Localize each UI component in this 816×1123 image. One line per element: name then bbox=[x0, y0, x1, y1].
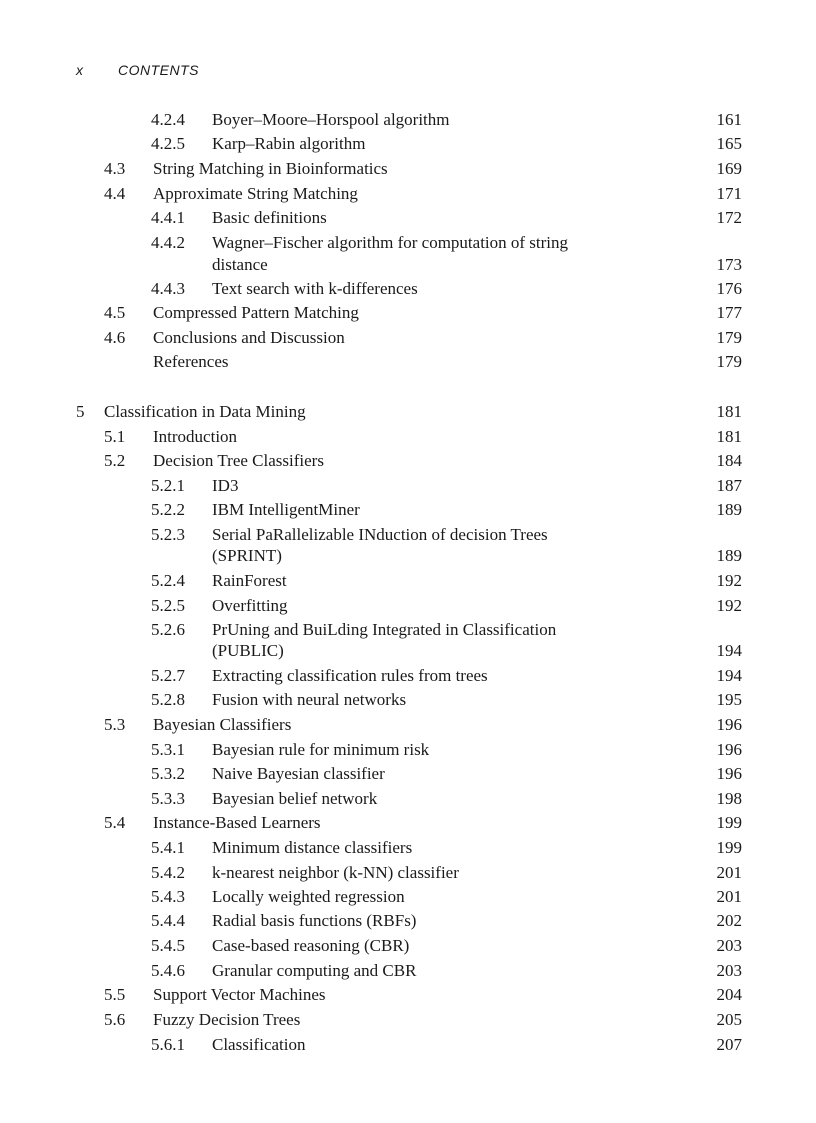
entry-number: 5.6.1 bbox=[151, 1035, 185, 1054]
entry-title: Bayesian rule for minimum risk bbox=[212, 740, 430, 759]
toc-entry[interactable] bbox=[0, 159, 816, 179]
entry-page: 201 bbox=[716, 887, 742, 906]
entry-page: 204 bbox=[716, 985, 742, 1004]
entry-page: 184 bbox=[716, 451, 742, 470]
entry-page: 205 bbox=[716, 1010, 742, 1029]
entry-page: 187 bbox=[716, 476, 742, 495]
entry-title: Minimum distance classifiers bbox=[212, 838, 413, 857]
entry-number: 4.2.5 bbox=[151, 134, 185, 153]
entry-number: 4.5 bbox=[104, 303, 126, 322]
entry-page: 176 bbox=[716, 279, 742, 298]
entry-title: ID3 bbox=[212, 476, 239, 495]
running-header bbox=[76, 62, 199, 78]
entry-page: 194 bbox=[716, 666, 742, 685]
entry-page: 201 bbox=[716, 863, 742, 882]
toc-entry[interactable] bbox=[0, 427, 816, 447]
entry-number: 5.3.2 bbox=[151, 764, 185, 783]
entry-page: 207 bbox=[716, 1035, 742, 1054]
entry-page: 181 bbox=[716, 427, 742, 446]
entry-number: 5.4.1 bbox=[151, 838, 185, 857]
toc-entry[interactable] bbox=[0, 715, 816, 735]
entry-page: 177 bbox=[716, 303, 742, 322]
toc-entry[interactable] bbox=[0, 740, 816, 760]
entry-title: Bayesian Classifiers bbox=[153, 715, 292, 734]
entry-title: Support Vector Machines bbox=[153, 985, 326, 1004]
entry-number: 5.2.6 bbox=[151, 620, 185, 639]
running-title: CONTENTS bbox=[118, 62, 199, 78]
entry-number: 5.3.1 bbox=[151, 740, 185, 759]
entry-page: 173 bbox=[716, 255, 742, 274]
toc-entry[interactable] bbox=[0, 690, 816, 710]
entry-number: 5.4.6 bbox=[151, 961, 185, 980]
page-number: x bbox=[76, 62, 84, 78]
entry-title: Overfitting bbox=[212, 596, 288, 615]
entry-number: 5.6 bbox=[104, 1010, 126, 1029]
entry-page: 199 bbox=[716, 813, 742, 832]
toc-entry[interactable] bbox=[0, 838, 816, 858]
entry-number: 5.5 bbox=[104, 985, 126, 1004]
entry-title: Extracting classification rules from trees bbox=[212, 666, 488, 685]
entry-page: 189 bbox=[716, 546, 742, 565]
entry-page: 203 bbox=[716, 961, 742, 980]
entry-number: 5.4.2 bbox=[151, 863, 185, 882]
entry-title: (SPRINT) bbox=[212, 546, 282, 565]
entry-number: 4.3 bbox=[104, 159, 126, 178]
toc-entry[interactable] bbox=[0, 279, 816, 299]
entry-page: 198 bbox=[716, 789, 742, 808]
entry-page: 165 bbox=[716, 134, 742, 153]
entry-page: 202 bbox=[716, 911, 742, 930]
entry-title: Radial basis functions (RBFs) bbox=[212, 911, 417, 930]
entry-page: 181 bbox=[716, 402, 742, 421]
entry-number: 5.4.3 bbox=[151, 887, 185, 906]
entry-title: Case-based reasoning (CBR) bbox=[212, 936, 410, 955]
toc-entry[interactable] bbox=[0, 451, 816, 471]
toc-entry[interactable] bbox=[0, 1010, 816, 1030]
entry-number: 5.2.3 bbox=[151, 525, 185, 544]
entry-number: 5.2.1 bbox=[151, 476, 185, 495]
entry-number: 5.2.5 bbox=[151, 596, 185, 615]
entry-number: 5.2.8 bbox=[151, 690, 185, 709]
entry-number: 5.1 bbox=[104, 427, 126, 446]
chapter-title: Classification in Data Mining bbox=[104, 402, 306, 421]
entry-number: 4.4 bbox=[104, 184, 126, 203]
toc-chapter-entry[interactable] bbox=[0, 402, 816, 422]
entry-title: distance bbox=[212, 255, 268, 274]
entry-page: 179 bbox=[716, 328, 742, 347]
toc-entry[interactable] bbox=[0, 985, 816, 1005]
entry-title: k-nearest neighbor (k-NN) classifier bbox=[212, 863, 459, 882]
toc-entry[interactable] bbox=[0, 620, 816, 640]
toc-entry[interactable] bbox=[0, 571, 816, 591]
entry-number: 5.4 bbox=[104, 813, 126, 832]
entry-title: References bbox=[153, 352, 229, 371]
entry-title: Text search with k-differences bbox=[212, 279, 418, 298]
entry-number: 5.2.2 bbox=[151, 500, 185, 519]
entry-page: 179 bbox=[716, 352, 742, 371]
entry-page: 169 bbox=[716, 159, 742, 178]
toc-entry[interactable] bbox=[0, 184, 816, 204]
entry-number: 4.4.2 bbox=[151, 233, 185, 252]
toc-entry[interactable] bbox=[0, 1035, 816, 1055]
entry-page: 196 bbox=[716, 764, 742, 783]
entry-title: Classification bbox=[212, 1035, 306, 1054]
toc-entry-continuation[interactable] bbox=[0, 641, 816, 661]
entry-title: Decision Tree Classifiers bbox=[153, 451, 324, 470]
entry-title: Karp–Rabin algorithm bbox=[212, 134, 366, 153]
entry-title: String Matching in Bioinformatics bbox=[153, 159, 388, 178]
entry-title: Compressed Pattern Matching bbox=[153, 303, 359, 322]
entry-title: Basic definitions bbox=[212, 208, 327, 227]
entry-title: Conclusions and Discussion bbox=[153, 328, 345, 347]
entry-number: 4.4.3 bbox=[151, 279, 185, 298]
entry-title: Locally weighted regression bbox=[212, 887, 405, 906]
toc-entry[interactable] bbox=[0, 208, 816, 228]
toc-entry[interactable] bbox=[0, 666, 816, 686]
entry-page: 172 bbox=[716, 208, 742, 227]
entry-number: 4.2.4 bbox=[151, 110, 185, 129]
toc-entry[interactable] bbox=[0, 911, 816, 931]
entry-page: 192 bbox=[716, 596, 742, 615]
entry-page: 192 bbox=[716, 571, 742, 590]
entry-title: Naive Bayesian classifier bbox=[212, 764, 385, 783]
toc-entry[interactable] bbox=[0, 596, 816, 616]
toc-entry[interactable] bbox=[0, 233, 816, 253]
toc-entry[interactable] bbox=[0, 863, 816, 883]
entry-page: 199 bbox=[716, 838, 742, 857]
entry-page: 195 bbox=[716, 690, 742, 709]
entry-page: 196 bbox=[716, 740, 742, 759]
entry-page: 161 bbox=[716, 110, 742, 129]
toc-entry[interactable] bbox=[0, 764, 816, 784]
toc-entry[interactable] bbox=[0, 813, 816, 833]
entry-title: Introduction bbox=[153, 427, 238, 446]
toc-entry[interactable] bbox=[0, 500, 816, 520]
toc-entry[interactable] bbox=[0, 789, 816, 809]
entry-title: Bayesian belief network bbox=[212, 789, 378, 808]
entry-number: 5.2.4 bbox=[151, 571, 185, 590]
chapter-number: 5 bbox=[76, 402, 85, 421]
entry-number: 5.3.3 bbox=[151, 789, 185, 808]
entry-number: 5.3 bbox=[104, 715, 126, 734]
entry-title: (PUBLIC) bbox=[212, 641, 284, 660]
toc-entry[interactable] bbox=[0, 352, 816, 372]
entry-page: 189 bbox=[716, 500, 742, 519]
toc-entry[interactable] bbox=[0, 134, 816, 154]
toc-entry[interactable] bbox=[0, 303, 816, 323]
entry-title: RainForest bbox=[212, 571, 287, 590]
entry-number: 4.6 bbox=[104, 328, 126, 347]
toc-entry[interactable] bbox=[0, 328, 816, 348]
entry-page: 194 bbox=[716, 641, 742, 660]
entry-number: 5.2.7 bbox=[151, 666, 185, 685]
entry-title: Approximate String Matching bbox=[153, 184, 358, 203]
entry-title: Fuzzy Decision Trees bbox=[153, 1010, 301, 1029]
entry-title: Wagner–Fischer algorithm for computation of string bbox=[212, 233, 569, 252]
entry-title: Serial PaRallelizable INduction of decision Trees bbox=[212, 525, 548, 544]
entry-title: IBM IntelligentMiner bbox=[212, 500, 360, 519]
entry-title: Fusion with neural networks bbox=[212, 690, 407, 709]
toc-entry-continuation[interactable] bbox=[0, 255, 816, 275]
toc-entry[interactable] bbox=[0, 887, 816, 907]
entry-number: 5.4.4 bbox=[151, 911, 185, 930]
entry-title: Instance-Based Learners bbox=[153, 813, 321, 832]
entry-page: 203 bbox=[716, 936, 742, 955]
entry-title: Boyer–Moore–Horspool algorithm bbox=[212, 110, 450, 129]
toc-entry[interactable] bbox=[0, 936, 816, 956]
entry-number: 5.4.5 bbox=[151, 936, 185, 955]
entry-title: PrUning and BuiLding Integrated in Classification bbox=[212, 620, 557, 639]
entry-number: 4.4.1 bbox=[151, 208, 185, 227]
entry-page: 171 bbox=[716, 184, 742, 203]
toc-entry[interactable] bbox=[0, 961, 816, 981]
entry-title: Granular computing and CBR bbox=[212, 961, 417, 980]
toc-entry-continuation[interactable] bbox=[0, 546, 816, 566]
toc-entry[interactable] bbox=[0, 476, 816, 496]
toc-entry[interactable] bbox=[0, 525, 816, 545]
entry-page: 196 bbox=[716, 715, 742, 734]
toc-entry[interactable] bbox=[0, 110, 816, 130]
entry-number: 5.2 bbox=[104, 451, 126, 470]
